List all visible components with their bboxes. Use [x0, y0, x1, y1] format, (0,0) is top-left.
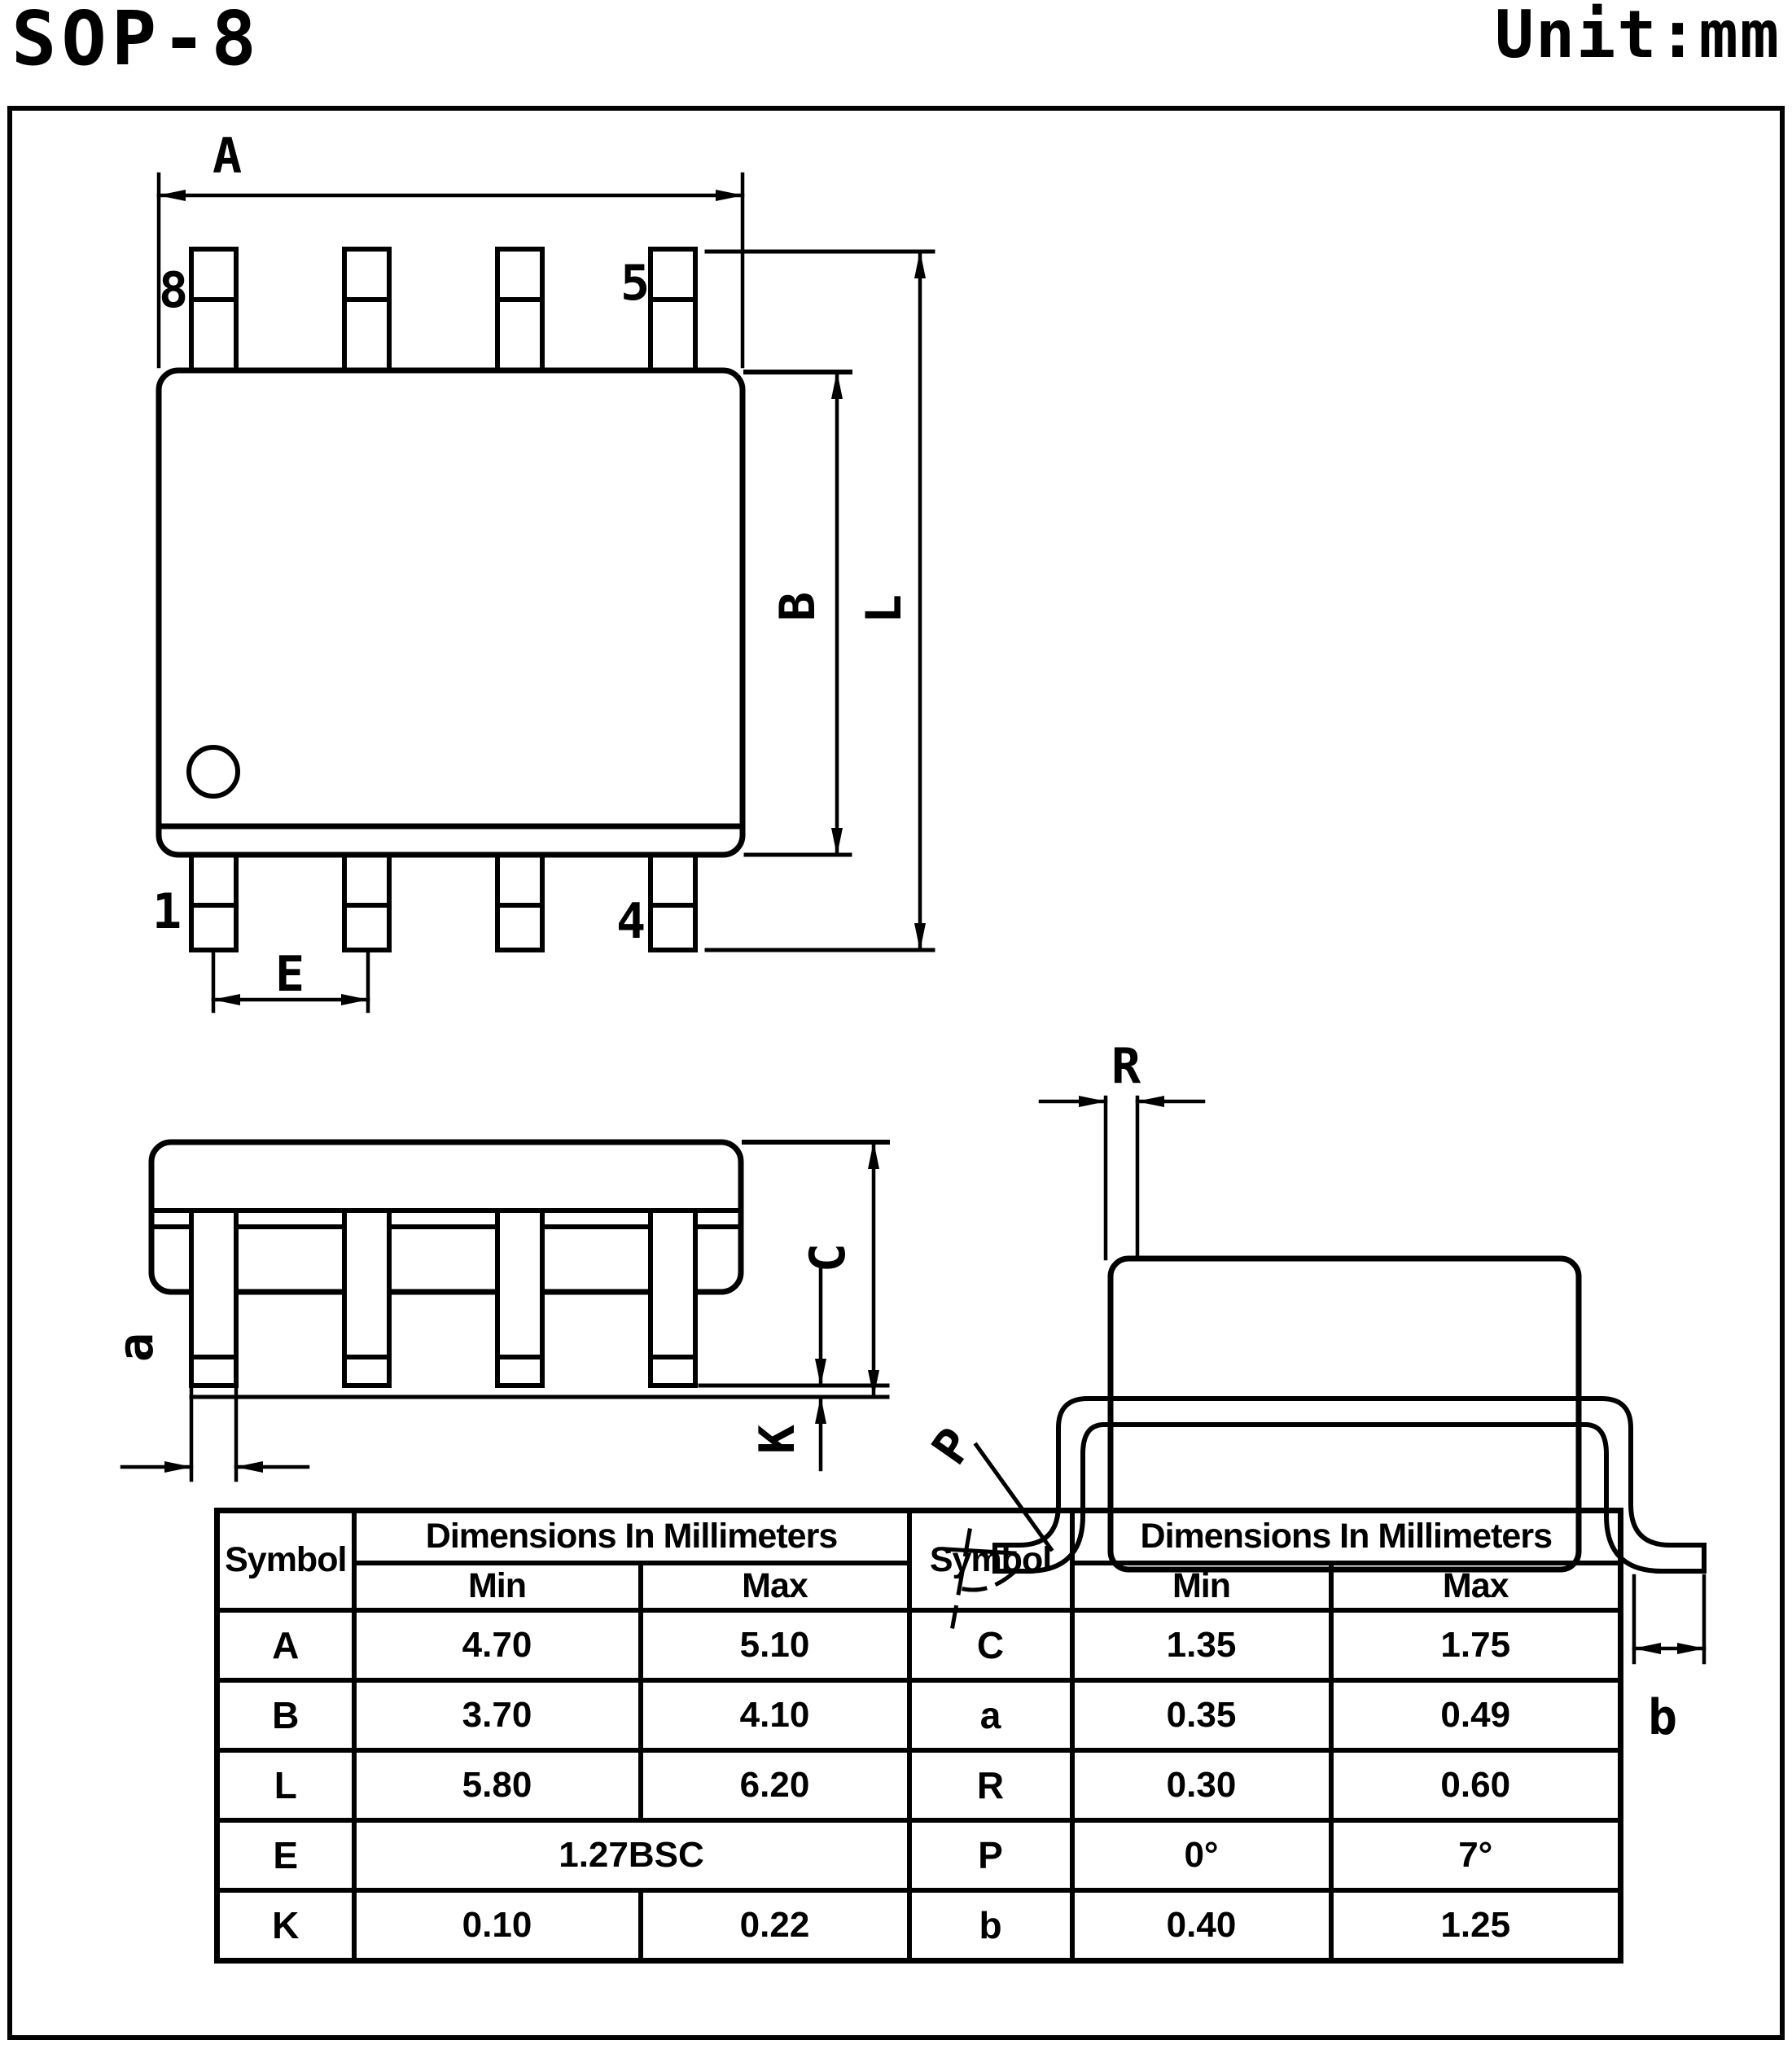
- dim-label-l: L: [856, 593, 913, 624]
- max-cell: 5.10: [641, 1610, 909, 1680]
- dim-label-b-lower: b: [1647, 1689, 1678, 1746]
- max-cell: 0.49: [1331, 1680, 1621, 1750]
- dim-label-b: B: [769, 591, 826, 622]
- dim-label-k: K: [749, 1424, 806, 1455]
- min-cell: 0.10: [354, 1890, 641, 1961]
- package-title: SOP-8: [11, 0, 261, 82]
- header-max-left: Max: [641, 1563, 909, 1610]
- header-symbol-left: Symbol: [217, 1511, 354, 1610]
- table-row: [217, 1680, 1621, 1750]
- symbol-cell: a: [909, 1680, 1072, 1750]
- header-symbol-right: Symbol: [909, 1511, 1072, 1610]
- max-cell: 6.20: [641, 1750, 909, 1820]
- table-row: [217, 1820, 1621, 1890]
- header-max-right: Max: [1331, 1563, 1621, 1610]
- min-cell: 0.30: [1072, 1750, 1331, 1820]
- min-cell: 3.70: [354, 1680, 641, 1750]
- pin1-indicator-dot: [189, 747, 238, 796]
- pin-label-1: 1: [151, 883, 182, 940]
- symbol-cell: P: [909, 1820, 1072, 1890]
- dim-label-e: E: [274, 946, 305, 1003]
- max-cell: 0.60: [1331, 1750, 1621, 1820]
- dim-label-c: C: [800, 1242, 857, 1273]
- symbol-cell: L: [217, 1750, 354, 1820]
- front-view: [107, 1142, 887, 1480]
- package-body-outline: [159, 370, 743, 855]
- top-view: [152, 128, 933, 1011]
- max-cell: 0.22: [641, 1890, 909, 1961]
- symbol-cell: K: [217, 1890, 354, 1961]
- min-cell: 5.80: [354, 1750, 641, 1820]
- min-cell: 0°: [1072, 1820, 1331, 1890]
- dim-label-p: P: [921, 1417, 985, 1475]
- header-dims-left: Dimensions In Millimeters: [354, 1511, 909, 1563]
- table-row: [217, 1890, 1621, 1961]
- symbol-cell: R: [909, 1750, 1072, 1820]
- dimension-a-lead-width: [122, 1386, 308, 1480]
- max-cell: 4.10: [641, 1680, 909, 1750]
- dim-label-a-lower: a: [107, 1332, 164, 1363]
- header-min-left: Min: [354, 1563, 641, 1610]
- symbol-cell: A: [217, 1610, 354, 1680]
- symbol-cell: b: [909, 1890, 1072, 1961]
- symbol-cell: B: [217, 1680, 354, 1750]
- pin-label-4: 4: [616, 893, 646, 950]
- dimension-b-foot: [1634, 1576, 1704, 1662]
- span-cell: 1.27BSC: [354, 1820, 909, 1890]
- header-dims-right: Dimensions In Millimeters: [1072, 1511, 1621, 1563]
- symbol-cell: E: [217, 1820, 354, 1890]
- header-min-right: Min: [1072, 1563, 1331, 1610]
- max-cell: 1.25: [1331, 1890, 1621, 1961]
- dim-label-r: R: [1111, 1038, 1141, 1095]
- dim-label-a-top: A: [212, 128, 243, 185]
- dimension-table: [214, 1508, 1618, 1964]
- table-row: [217, 1610, 1621, 1680]
- min-cell: 0.40: [1072, 1890, 1331, 1961]
- pin-label-8: 8: [158, 262, 189, 319]
- min-cell: 4.70: [354, 1610, 641, 1680]
- max-cell: 1.75: [1331, 1610, 1621, 1680]
- unit-label: Unit:mm: [1494, 0, 1781, 72]
- min-cell: 0.35: [1072, 1680, 1331, 1750]
- table-row: [217, 1750, 1621, 1820]
- min-cell: 1.35: [1072, 1610, 1331, 1680]
- pin-label-5: 5: [620, 255, 651, 312]
- dimension-r: [1041, 1097, 1203, 1259]
- symbol-cell: C: [909, 1610, 1072, 1680]
- max-cell: 7°: [1331, 1820, 1621, 1890]
